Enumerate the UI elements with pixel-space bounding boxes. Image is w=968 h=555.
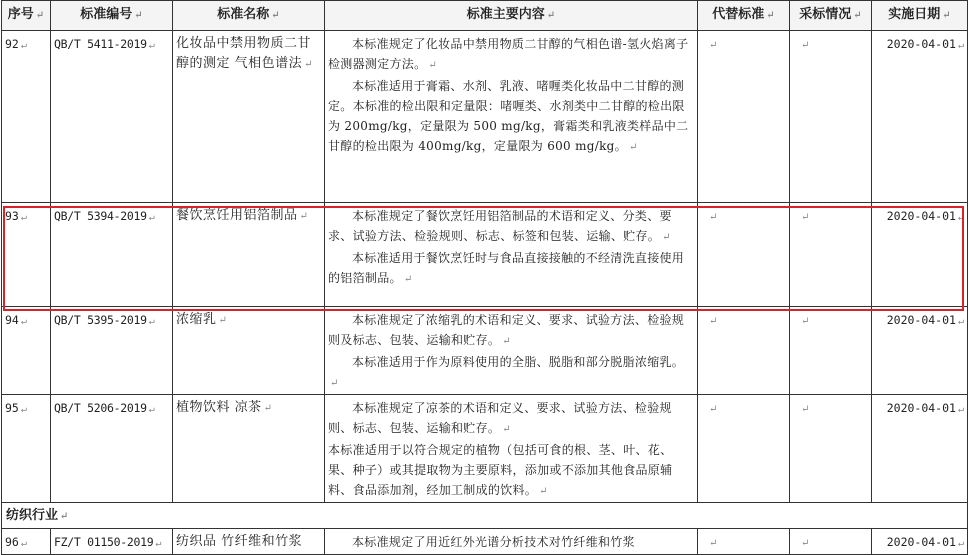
row-content — [325, 307, 698, 395]
header-row — [2, 1, 968, 31]
row-date: 2020-04-01 ↵ — [872, 203, 968, 307]
standards-table — [1, 0, 968, 555]
col-header-code: 标准编号 ↵ — [51, 1, 173, 31]
row-adopt: ↵ — [790, 529, 872, 555]
row-name: 化妆品中禁用物质二甘醇的测定 气相色谱法 ↵ — [173, 31, 325, 203]
row-seq: 95 ↵ — [2, 395, 51, 503]
row-replace: ↵ — [698, 395, 790, 503]
table-row-highlighted — [2, 203, 968, 307]
row-replace: ↵ — [698, 529, 790, 555]
section-row — [2, 503, 968, 529]
row-seq: 96 ↵ — [2, 529, 51, 555]
row-adopt: ↵ — [790, 307, 872, 395]
row-code: QB/T 5206-2019 ↵ — [51, 395, 173, 503]
row-code: QB/T 5394-2019 ↵ — [51, 203, 173, 307]
row-replace: ↵ — [698, 203, 790, 307]
table-row — [2, 31, 968, 203]
row-seq: 92 ↵ — [2, 31, 51, 203]
row-date: 2020-04-01 ↵ — [872, 31, 968, 203]
row-name: 纺织品 竹纤维和竹浆 — [173, 529, 325, 555]
row-adopt: ↵ — [790, 203, 872, 307]
row-name: 餐饮烹饪用铝箔制品 ↵ — [173, 203, 325, 307]
content-paragraph: 本标准规定了化妆品中禁用物质二甘醇的气相色谱-氢火焰离子检测器测定方法。 ↵ — [328, 37, 689, 71]
row-date: 2020-04-01 ↵ — [872, 395, 968, 503]
row-content — [325, 529, 698, 555]
content-paragraph: 本标准规定了凉茶的术语和定义、要求、试验方法、检验规则、标志、包装、运输和贮存。 ↵ — [328, 401, 672, 435]
col-header-adopt: 采标情况 ↵ — [790, 1, 872, 31]
row-date: 2020-04-01 ↵ — [872, 529, 968, 555]
col-header-date: 实施日期 ↵ — [872, 1, 968, 31]
table-row — [2, 395, 968, 503]
row-name: 浓缩乳 ↵ — [173, 307, 325, 395]
row-adopt: ↵ — [790, 31, 872, 203]
content-paragraph: 本标准适用于以符合规定的植物（包括可食的根、茎、叶、花、果、种子）或其提取物为主要原料，添加或不添加其他食品原辅料、食品添加剂，经加工制成的饮料。 ↵ — [328, 443, 673, 497]
content-paragraph: 本标准规定了浓缩乳的术语和定义、要求、试验方法、检验规则及标志、包装、运输和贮存。 ↵ — [328, 313, 685, 347]
row-content — [325, 31, 698, 203]
row-adopt: ↵ — [790, 395, 872, 503]
content-paragraph: 本标准适用于作为原料使用的全脂、脱脂和部分脱脂浓缩乳。↵ — [330, 355, 685, 389]
row-date: 2020-04-01 ↵ — [872, 307, 968, 395]
row-seq: 94 ↵ — [2, 307, 51, 395]
row-replace: ↵ — [698, 307, 790, 395]
table-row — [2, 307, 968, 395]
content-paragraph: 本标准规定了餐饮烹饪用铝箔制品的术语和定义、分类、要求、试验方法、检验规则、标志、标签和包装、运输、贮存。 ↵ — [328, 209, 672, 243]
row-name: 植物饮料 凉茶 ↵ — [173, 395, 325, 503]
section-title: 纺织行业 ↵ — [2, 503, 968, 529]
row-content — [325, 203, 698, 307]
row-code: QB/T 5411-2019 ↵ — [51, 31, 173, 203]
col-header-seq: 序号 ↵ — [2, 1, 51, 31]
content-paragraph: 本标准规定了用近红外光谱分析技术对竹纤维和竹浆 — [352, 535, 635, 549]
col-header-name: 标准名称 ↵ — [173, 1, 325, 31]
row-content — [325, 395, 698, 503]
col-header-content: 标准主要内容 ↵ — [325, 1, 698, 31]
content-paragraph: 本标准适用于餐饮烹饪时与食品直接接触的不经清洗直接使用的铝箔制品。 ↵ — [328, 251, 685, 285]
col-header-replace: 代替标准 ↵ — [698, 1, 790, 31]
row-seq: 93 ↵ — [2, 203, 51, 307]
row-code: FZ/T 01150-2019 ↵ — [51, 529, 173, 555]
row-replace: ↵ — [698, 31, 790, 203]
content-paragraph: 本标准适用于膏霜、水剂、乳液、啫喱类化妆品中二甘醇的测定。本标准的检出限和定量限：啫喱类、水剂类中二甘醇的检出限为 200mg/kg，定量限为 500 mg/kg，膏霜类和乳液类样品中二甘醇的检出限为 400mg/kg，定量限为 600 mg/kg。 ↵ — [328, 79, 689, 153]
row-code: QB/T 5395-2019 ↵ — [51, 307, 173, 395]
table-row — [2, 529, 968, 555]
